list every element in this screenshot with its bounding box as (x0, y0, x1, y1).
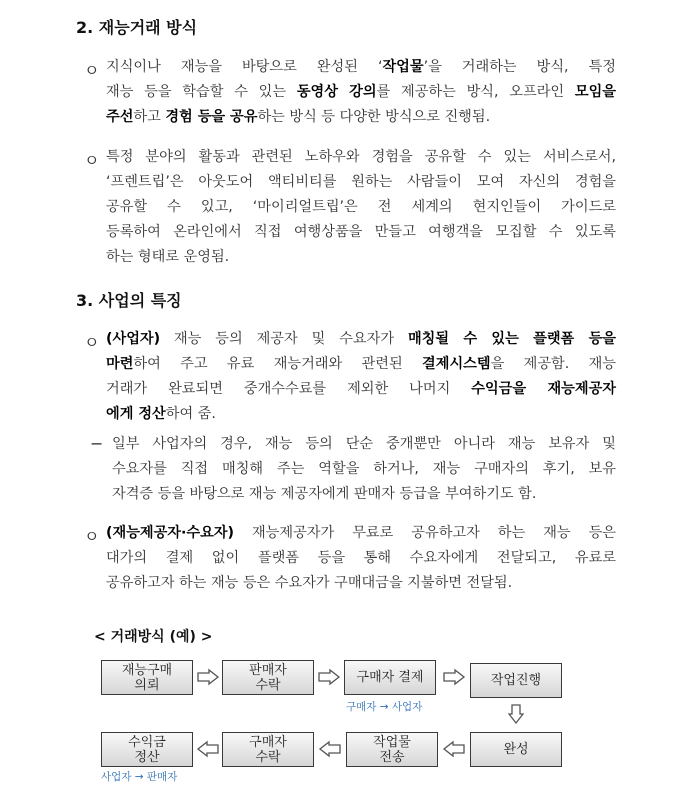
paragraph-experience-sharing: 특정 분야의 활동과 관련된 노하우와 경험을 공유할 수 있는 서비스로서, ‘프렌트립’은 아웃도어 액티비티를 원하는 사람들이 모여 자신의 경험을 공유할 수 있고, ‘마이리얼트립’은 전 세계의 현지인들이 가이드로 등록하여 온라인에서 직접 여행상품을 만들고 여행객을 모집할 수 있도록 하는 형태로 운영됨. (106, 149, 616, 265)
arrow-left-icon (319, 741, 341, 757)
paragraph-matching-detail: 일부 사업자의 경우, 재능 등의 단순 중개뿐만 아니라 재능 보유자 및 수요자를 직접 매칭해 주는 역할을 하거나, 재능 구매자의 후기, 보유 자격증 등을 바탕으로 재능 제공자에게 판매자 등급을 부여하기도 함. (112, 436, 616, 502)
bullet-icon: ㅇ (84, 61, 100, 80)
arrow-left-icon (197, 741, 219, 757)
paragraph-trade-methods: 지식이나 재능을 바탕으로 완성된 ‘작업물’을 거래하는 방식, 특정 재능 등을 학습할 수 있는 동영상 강의를 제공하는 방식, 오프라인 모임을 주선하고 경험 등을 공유하는 방식 등 다양한 방식으로 진행됨. (106, 59, 616, 125)
step-seller-accept: 판매자 수락 (222, 660, 314, 695)
arrow-right-icon (318, 669, 340, 685)
step-deliver-work: 작업물 전송 (346, 732, 438, 767)
bullet-icon: ㅇ (84, 527, 100, 546)
section-2-title: 2. 재능거래 방식 (76, 18, 198, 37)
arrow-right-icon (197, 669, 219, 685)
diagram-title: < 거래방식 (예) > (94, 629, 213, 645)
note-buyer-to-operator: 구매자 → 사업자 (346, 701, 423, 713)
step-work-progress: 작업진행 (470, 663, 562, 698)
note-operator-to-seller: 사업자 → 판매자 (101, 771, 178, 783)
section-3-title: 3. 사업의 특징 (76, 291, 182, 310)
step-buyer-payment: 구매자 결제 (344, 660, 436, 695)
step-talent-request: 재능구매 의뢰 (101, 660, 193, 695)
paragraph-business-operator: (사업자) 재능 등의 제공자 및 수요자가 매칭될 수 있는 플랫폼 등을 마련하여 주고 유료 재능거래와 관련된 결제시스템을 제공함. 재능 거래가 완료되면 중개수수료를 제외한 나머지 수익금을 재능제공자 에게 정산하여 줌. (106, 331, 616, 422)
dash-icon: − (90, 434, 104, 453)
step-revenue-settlement: 수익금 정산 (101, 732, 193, 767)
bullet-icon: ㅇ (84, 333, 100, 352)
paragraph-provider-consumer: (재능제공자·수요자) 재능제공자가 무료로 공유하고자 하는 재능 등은 대가의 결제 없이 플랫폼 등을 통해 수요자에게 전달되고, 유료로 공유하고자 하는 재능 등은 수요자가 구매대금을 지불하면 전달됨. (106, 525, 616, 591)
arrow-left-icon (443, 741, 465, 757)
arrow-right-icon (443, 669, 465, 685)
bullet-icon: ㅇ (84, 151, 100, 170)
step-buyer-accept: 구매자 수락 (222, 732, 314, 767)
arrow-down-icon (508, 704, 524, 724)
step-complete: 완성 (470, 732, 562, 767)
